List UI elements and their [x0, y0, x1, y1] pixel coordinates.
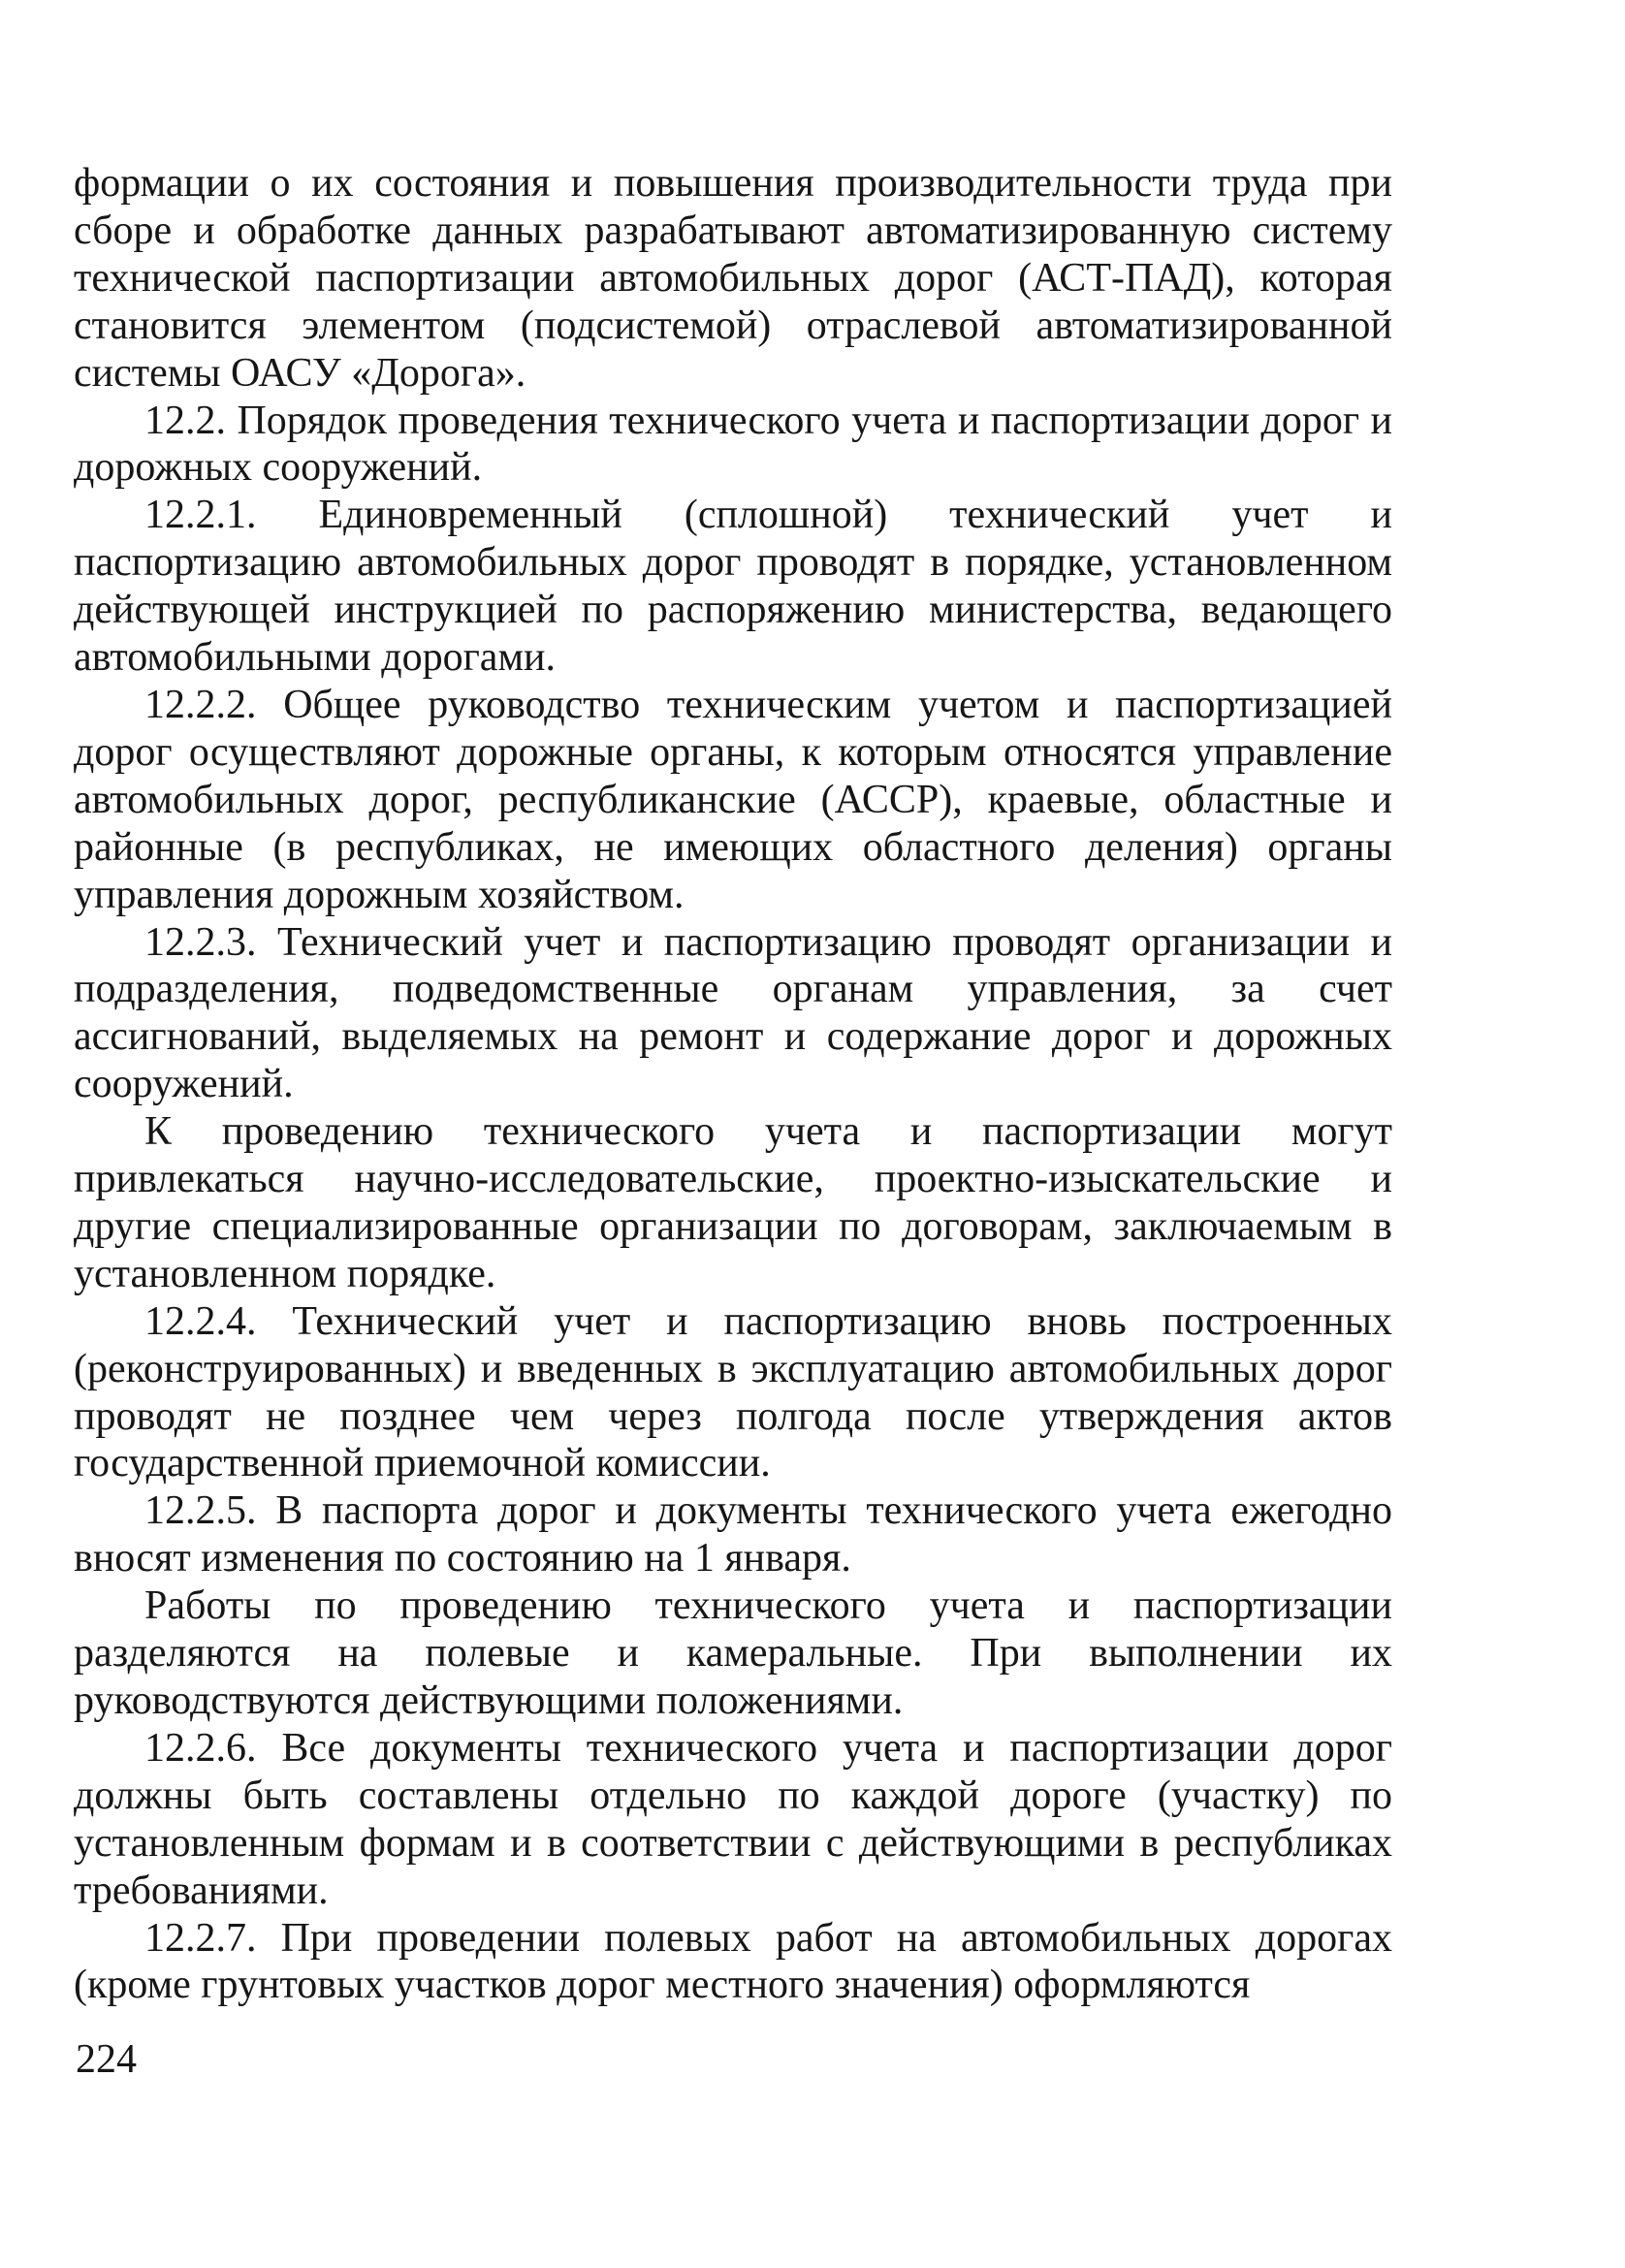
paragraph-section-12-2: 12.2. Порядок проведения технического учета и паспортизации дорог и дорожных сооружений. [74, 398, 1392, 491]
paragraph-section-12-2-3: 12.2.3. Технический учет и паспортизацию проводят организации и подразделения, подведомственные органам управления, за счет ассигнований, выделяемых на ремонт и содержание дорог и дорожных сооружений. [74, 919, 1392, 1107]
paragraph-section-12-2-1: 12.2.1. Единовременный (сплошной) технический учет и паспортизацию автомобильных дорог проводят в порядке, установленном действующей инструкцией по распоряжению министерства, ведающего автомобильными дорогами. [74, 493, 1392, 681]
paragraph-section-12-2-6: 12.2.6. Все документы технического учета и паспортизации дорог должны быть составлены отдельно по каждой дороге (участку) по установленным формам и в соответствии с действующими в республиках требованиями. [74, 1725, 1392, 1913]
paragraph-section-12-2-7: 12.2.7. При проведении полевых работ на автомобильных дорогах (кроме грунтовых участков дорог местного значения) оформляются [74, 1915, 1392, 2008]
paragraph-section-12-2-3-extra: К проведению технического учета и паспортизации могут привлекаться научно-исследовательские, проектно-изыскательские и другие специализированные организации по договорам, заключаемым в установленном порядке. [74, 1109, 1392, 1296]
paragraph-section-12-2-4: 12.2.4. Технический учет и паспортизацию вновь построенных (реконструированных) и введенных в эксплуатацию автомобильных дорог проводят не позднее чем через полгода после утверждения актов государственной приемочной комиссии. [74, 1298, 1392, 1486]
paragraph-section-12-2-5-extra: Работы по проведению технического учета и паспортизации разделяются на полевые и камеральные. При выполнении их руководствуются действующими положениями. [74, 1583, 1392, 1723]
paragraph-continuation: формации о их состояния и повышения производительности труда при сборе и обработке данных разрабатывают автоматизированную систему технической паспортизации автомобильных дорог (АСТ-ПАД), которая становится элементом (подсистемой) отраслевой автоматизированной системы ОАСУ «Дорога». [74, 161, 1392, 396]
paragraph-section-12-2-5: 12.2.5. В паспорта дорог и документы технического учета ежегодно вносят изменения по состоянию на 1 января. [74, 1488, 1392, 1581]
body-text [74, 160, 1392, 2009]
paragraph-section-12-2-2: 12.2.2. Общее руководство техническим учетом и паспортизацией дорог осуществляют дорожные органы, к которым относятся управление автомобильных дорог, республиканские (АССР), краевые, областные и районные (в республиках, не имеющих областного деления) органы управления дорожным хозяйством. [74, 682, 1392, 917]
page-number: 224 [76, 2037, 137, 2082]
